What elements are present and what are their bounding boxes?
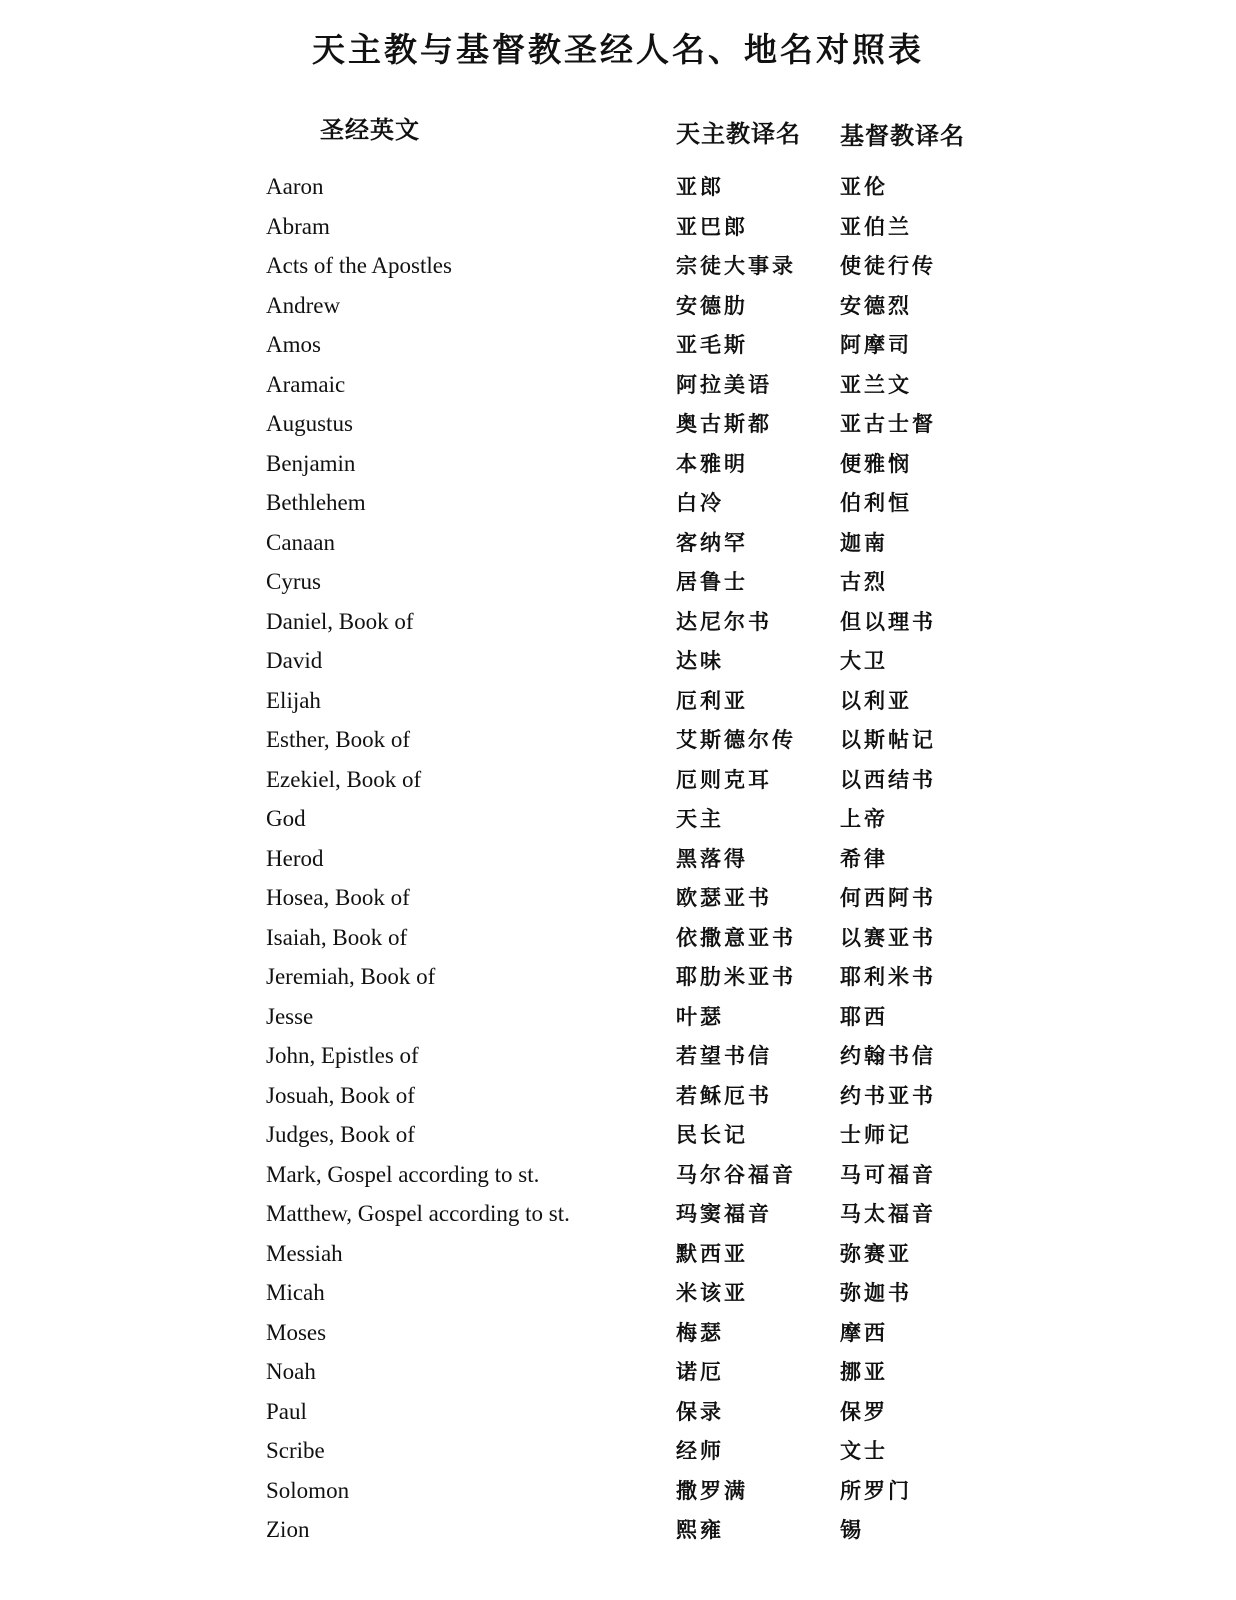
protestant-name: 耶西 <box>840 1004 888 1029</box>
english-name: Mark, Gospel according to st. <box>266 1161 540 1187</box>
protestant-name: 大卫 <box>840 649 888 673</box>
catholic-name: 白冷 <box>676 491 724 515</box>
catholic-name: 居鲁士 <box>676 570 748 594</box>
english-name: Judges, Book of <box>266 1122 415 1147</box>
table-row <box>0 723 1236 763</box>
english-name: Andrew <box>266 292 341 318</box>
catholic-name: 熙雍 <box>676 1518 724 1542</box>
protestant-name: 挪亚 <box>840 1360 888 1384</box>
catholic-name: 民长记 <box>676 1123 748 1147</box>
protestant-name: 耶利米书 <box>840 965 936 989</box>
english-name: Ezekiel, Book of <box>266 766 422 792</box>
protestant-name: 约书亚书 <box>840 1083 936 1108</box>
table-row <box>0 1079 1236 1119</box>
table-row <box>0 605 1236 645</box>
protestant-name: 上帝 <box>840 807 888 831</box>
table-row <box>0 368 1236 408</box>
catholic-name: 天主 <box>676 807 724 831</box>
protestant-name: 迦南 <box>840 530 888 555</box>
protestant-name: 亚伦 <box>840 175 888 199</box>
table-row <box>0 881 1236 921</box>
table-row <box>0 1118 1236 1158</box>
table-row <box>0 1158 1236 1198</box>
catholic-name: 亚郎 <box>676 175 724 199</box>
protestant-name: 以斯帖记 <box>840 728 936 752</box>
english-name: Benjamin <box>266 450 356 476</box>
protestant-name: 所罗门 <box>840 1478 912 1503</box>
english-name: Esther, Book of <box>266 727 411 752</box>
english-name: Noah <box>266 1359 316 1384</box>
english-name: Bethlehem <box>266 490 366 515</box>
catholic-name: 本雅明 <box>676 451 748 476</box>
table-row <box>0 1434 1236 1474</box>
table-row <box>0 447 1236 487</box>
catholic-name: 经师 <box>676 1439 724 1463</box>
english-name: Acts of the Apostles <box>266 253 452 278</box>
english-name: David <box>266 648 323 673</box>
catholic-name: 达尼尔书 <box>676 609 772 634</box>
table-row <box>0 684 1236 724</box>
catholic-name: 若稣厄书 <box>676 1083 772 1108</box>
protestant-name: 弥迦书 <box>840 1281 912 1305</box>
table-row <box>0 328 1236 368</box>
english-name: Josuah, Book of <box>266 1082 415 1108</box>
table-row <box>0 842 1236 882</box>
english-name: Matthew, Gospel according to st. <box>266 1201 570 1226</box>
catholic-name: 艾斯德尔传 <box>676 728 796 752</box>
protestant-name: 使徒行传 <box>840 254 936 278</box>
catholic-name: 亚毛斯 <box>676 333 748 357</box>
catholic-name: 宗徒大事录 <box>676 254 796 278</box>
table-row <box>0 210 1236 250</box>
english-name: Elijah <box>266 687 321 713</box>
table-row <box>0 1355 1236 1395</box>
table-row <box>0 486 1236 526</box>
table-row <box>0 289 1236 329</box>
english-name: Cyrus <box>266 569 321 594</box>
english-name: Aaron <box>266 174 324 199</box>
english-name: Solomon <box>266 1477 350 1503</box>
table-row <box>0 1513 1236 1553</box>
table-row <box>0 763 1236 803</box>
table-row <box>0 1039 1236 1079</box>
english-name: Augustus <box>266 411 353 436</box>
catholic-name: 亚巴郎 <box>676 214 748 239</box>
table-header <box>0 110 1236 150</box>
english-name: John, Epistles of <box>266 1043 419 1068</box>
protestant-name: 保罗 <box>840 1399 888 1424</box>
english-name: Aramaic <box>266 371 346 397</box>
protestant-name: 古烈 <box>840 570 888 594</box>
protestant-name: 亚古士督 <box>840 412 936 436</box>
catholic-name: 安德肋 <box>676 293 748 318</box>
catholic-name: 耶肋米亚书 <box>676 965 796 989</box>
protestant-name: 锡 <box>840 1518 864 1542</box>
table-row <box>0 802 1236 842</box>
protestant-name: 阿摩司 <box>840 333 912 357</box>
catholic-name: 米该亚 <box>676 1281 748 1305</box>
protestant-name: 希律 <box>840 846 888 871</box>
protestant-name: 文士 <box>840 1439 888 1463</box>
english-name: Jeremiah, Book of <box>266 964 436 989</box>
table-row <box>0 1197 1236 1237</box>
catholic-name: 奥古斯都 <box>676 412 772 436</box>
english-name: Canaan <box>266 529 335 555</box>
table-row <box>0 1276 1236 1316</box>
protestant-name: 马太福音 <box>840 1202 936 1226</box>
english-name: Messiah <box>266 1240 343 1266</box>
table-row <box>0 526 1236 566</box>
catholic-name: 保录 <box>676 1399 724 1424</box>
protestant-name: 亚伯兰 <box>840 214 912 239</box>
table-row <box>0 1237 1236 1277</box>
catholic-name: 叶瑟 <box>676 1004 724 1029</box>
protestant-name: 约翰书信 <box>840 1044 936 1068</box>
protestant-name: 何西阿书 <box>840 886 936 910</box>
catholic-name: 默西亚 <box>676 1241 748 1266</box>
catholic-name: 黑落得 <box>676 846 748 871</box>
table-row <box>0 960 1236 1000</box>
english-name: Micah <box>266 1280 325 1305</box>
catholic-name: 阿拉美语 <box>676 372 772 397</box>
table-row <box>0 1316 1236 1356</box>
catholic-name: 梅瑟 <box>676 1320 724 1345</box>
catholic-name: 马尔谷福音 <box>676 1162 796 1187</box>
protestant-name: 摩西 <box>840 1320 888 1345</box>
protestant-name: 便雅悯 <box>840 451 912 476</box>
catholic-name: 撒罗满 <box>676 1478 748 1503</box>
english-name: Daniel, Book of <box>266 608 414 634</box>
table-row <box>0 921 1236 961</box>
english-name: Hosea, Book of <box>266 885 410 910</box>
catholic-name: 达味 <box>676 649 724 673</box>
protestant-name: 安德烈 <box>840 293 912 318</box>
protestant-name: 但以理书 <box>840 609 936 634</box>
english-name: God <box>266 806 306 831</box>
table-row <box>0 170 1236 210</box>
header-catholic: 天主教译名 <box>676 120 801 148</box>
catholic-name: 厄利亚 <box>676 688 748 713</box>
protestant-name: 以赛亚书 <box>840 925 936 950</box>
header-protestant: 基督教译名 <box>840 122 965 150</box>
catholic-name: 玛窦福音 <box>676 1202 772 1226</box>
table-row <box>0 1474 1236 1514</box>
table-row <box>0 249 1236 289</box>
english-name: Zion <box>266 1517 310 1542</box>
table-row <box>0 407 1236 447</box>
catholic-name: 厄则克耳 <box>676 767 772 792</box>
protestant-name: 弥赛亚 <box>840 1241 912 1266</box>
catholic-name: 欧瑟亚书 <box>676 886 772 910</box>
protestant-name: 以利亚 <box>840 688 912 713</box>
english-name: Amos <box>266 332 321 357</box>
table-row <box>0 1395 1236 1435</box>
header-english: 圣经英文 <box>320 116 420 144</box>
protestant-name: 亚兰文 <box>840 372 912 397</box>
table-row <box>0 1000 1236 1040</box>
page-title: 天主教与基督教圣经人名、地名对照表 <box>312 30 924 69</box>
table-row <box>0 565 1236 605</box>
catholic-name: 依撒意亚书 <box>676 925 796 950</box>
english-name: Paul <box>266 1398 307 1424</box>
english-name: Scribe <box>266 1438 325 1463</box>
english-name: Isaiah, Book of <box>266 924 408 950</box>
protestant-name: 伯利恒 <box>840 491 912 515</box>
catholic-name: 客纳罕 <box>676 530 748 555</box>
protestant-name: 以西结书 <box>840 767 936 792</box>
english-name: Herod <box>266 845 324 871</box>
protestant-name: 士师记 <box>840 1123 912 1147</box>
table-row <box>0 644 1236 684</box>
english-name: Jesse <box>266 1003 314 1029</box>
catholic-name: 诺厄 <box>676 1360 724 1384</box>
catholic-name: 若望书信 <box>676 1044 772 1068</box>
protestant-name: 马可福音 <box>840 1162 936 1187</box>
english-name: Abram <box>266 213 330 239</box>
name-table <box>0 170 1236 1553</box>
english-name: Moses <box>266 1319 327 1345</box>
